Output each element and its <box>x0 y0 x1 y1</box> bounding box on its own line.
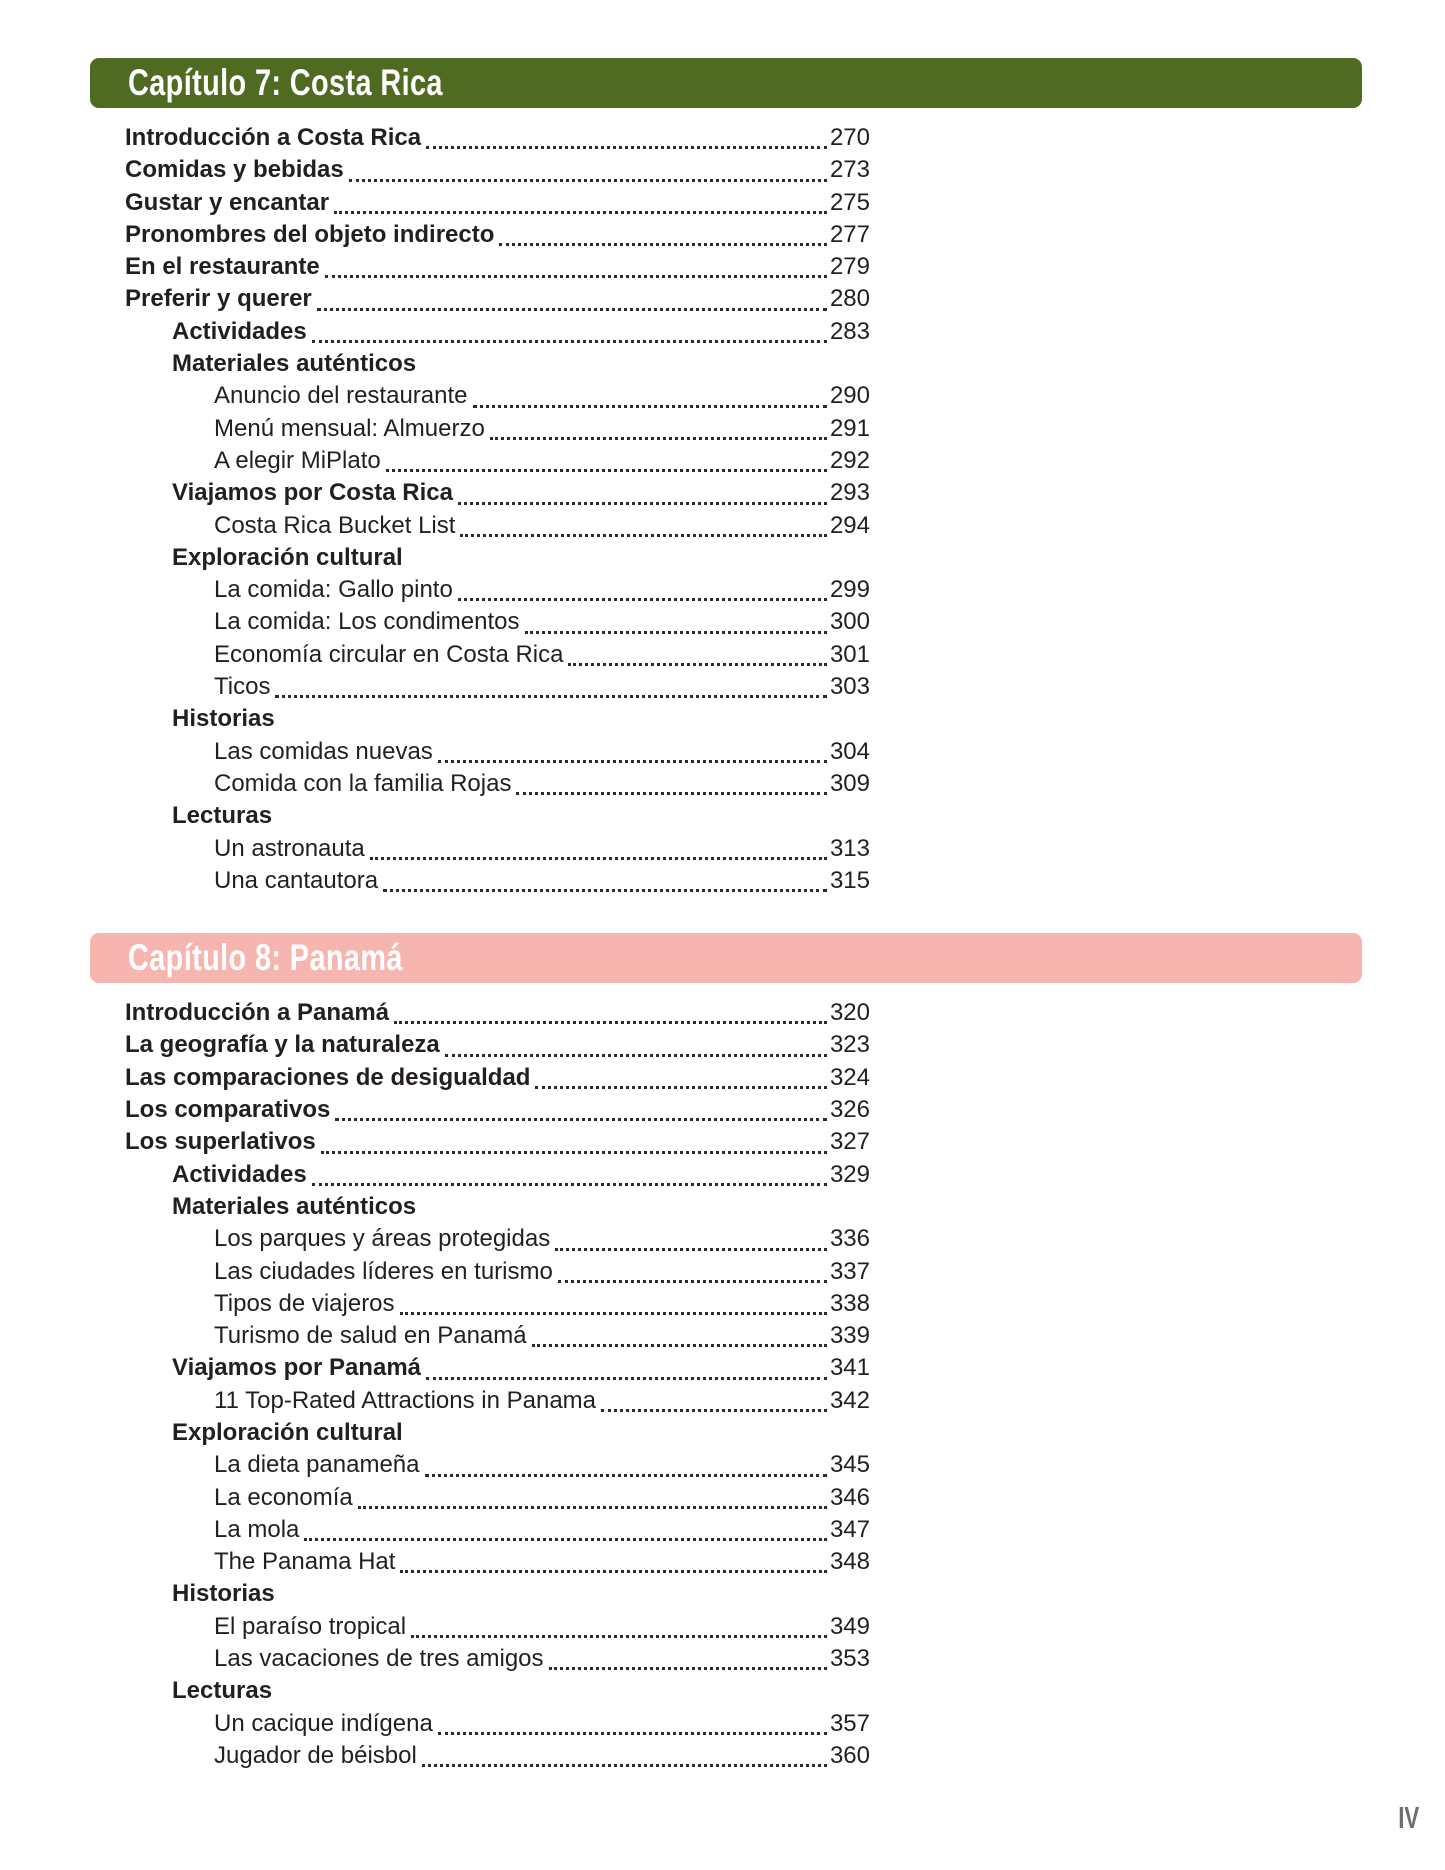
dot-leader <box>312 340 827 343</box>
toc-entry <box>125 768 870 800</box>
toc-entry <box>125 833 870 865</box>
toc-entry-label: Anuncio del restaurante <box>214 382 468 410</box>
toc-entry-label: Gustar y encantar <box>125 188 330 216</box>
dot-leader <box>425 1474 827 1477</box>
dot-leader <box>525 631 827 634</box>
toc-entry-page: 346 <box>829 1483 870 1511</box>
dot-leader <box>386 469 827 472</box>
toc-entry-page: 300 <box>829 608 870 636</box>
toc-entry-label: Los parques y áreas protegidas <box>214 1225 551 1253</box>
dot-leader <box>317 308 827 311</box>
toc-entry-list <box>125 997 870 1772</box>
dot-leader <box>358 1506 827 1509</box>
dot-leader <box>558 1280 827 1283</box>
toc-entry-label: Exploración cultural <box>172 543 403 571</box>
chapter-section <box>0 933 1445 1772</box>
toc-entry-page: 270 <box>829 124 870 151</box>
toc-entry-page: 353 <box>829 1645 870 1673</box>
toc-entry-label: Comida con la familia Rojas <box>214 769 512 797</box>
dot-leader <box>490 437 827 440</box>
toc-entry-label: Viajamos por Panamá <box>172 1354 421 1382</box>
dot-leader <box>400 1570 827 1573</box>
toc-entry-label: Historias <box>172 1580 275 1608</box>
dot-leader <box>321 1151 827 1154</box>
toc-entry-label: Las comparaciones de desigualdad <box>125 1063 531 1091</box>
toc-entry-page: 283 <box>829 317 870 345</box>
toc-entry <box>125 671 870 703</box>
toc-entry-page: 339 <box>829 1322 870 1350</box>
toc-entry-label: Comidas y bebidas <box>125 156 344 184</box>
toc-entry <box>125 1352 870 1384</box>
toc-entry-label: La dieta panameña <box>214 1451 420 1479</box>
dot-leader <box>555 1248 827 1251</box>
dot-leader <box>516 792 826 795</box>
toc-entry <box>125 1449 870 1481</box>
chapter-banner <box>90 58 1362 108</box>
toc-entry-page: 275 <box>829 188 870 216</box>
toc-entry <box>125 445 870 477</box>
toc-entry <box>125 1126 870 1158</box>
toc-entry <box>125 380 870 412</box>
toc-entry <box>125 1643 870 1675</box>
toc-entry-page: 347 <box>829 1515 870 1543</box>
toc-entry-label: Tipos de viajeros <box>214 1289 395 1317</box>
toc-entry-label: Ticos <box>214 673 271 701</box>
toc-entry <box>125 1708 870 1740</box>
toc-entry <box>125 865 870 897</box>
toc-entry <box>125 574 870 606</box>
toc-entry-page: 309 <box>829 769 870 797</box>
dot-leader <box>383 889 827 892</box>
toc-entry <box>125 187 870 219</box>
dot-leader <box>438 1732 827 1735</box>
dot-leader <box>445 1054 827 1057</box>
toc-entry-page: 280 <box>829 285 870 313</box>
toc-entry <box>125 283 870 315</box>
toc-entry-label: Las ciudades líderes en turismo <box>214 1257 553 1285</box>
toc-entry-label: Los comparativos <box>125 1096 331 1124</box>
toc-entry-label: Una cantautora <box>214 866 379 894</box>
toc-entry-label: Lecturas <box>172 802 273 830</box>
toc-entry <box>125 1417 870 1449</box>
toc-entry-label: Pronombres del objeto indirecto <box>125 220 495 248</box>
toc-entry <box>125 1578 870 1610</box>
toc-entry-page: 299 <box>829 576 870 604</box>
toc-entry <box>125 1514 870 1546</box>
toc-entry-label: Los superlativos <box>125 1128 316 1156</box>
toc-entry-label: La comida: Gallo pinto <box>214 576 453 604</box>
toc-entry-label: 11 Top-Rated Attractions in Panama <box>214 1386 597 1414</box>
toc-entry-label: La geografía y la naturaleza <box>125 1031 440 1059</box>
dot-leader <box>499 243 827 246</box>
dot-leader <box>535 1086 826 1089</box>
toc-entry <box>125 736 870 768</box>
toc-entry-label: Materiales auténticos <box>172 1192 417 1220</box>
toc-entry-label: A elegir MiPlato <box>214 446 381 474</box>
toc-entry-label: Jugador de béisbol <box>214 1741 417 1769</box>
toc-entry <box>125 1611 870 1643</box>
toc-entry-page: 338 <box>829 1289 870 1317</box>
dot-leader <box>370 857 827 860</box>
toc-entry-label: Lecturas <box>172 1677 273 1705</box>
toc-entry-page: 348 <box>829 1548 870 1576</box>
dot-leader <box>532 1344 827 1347</box>
toc-entry <box>125 122 870 154</box>
dot-leader <box>601 1409 827 1412</box>
dot-leader <box>304 1538 827 1541</box>
toc-entry-page: 345 <box>829 1451 870 1479</box>
toc-entry-page: 304 <box>829 737 870 765</box>
dot-leader <box>312 1183 827 1186</box>
dot-leader <box>473 405 827 408</box>
toc-entry-label: Economía circular en Costa Rica <box>214 640 564 668</box>
dot-leader <box>426 146 827 149</box>
toc-entry-label: El paraíso tropical <box>214 1612 407 1640</box>
toc-entry-label: Introducción a Costa Rica <box>125 124 422 151</box>
toc-entry-label: Menú mensual: Almuerzo <box>214 414 485 442</box>
toc-entry-label: Las vacaciones de tres amigos <box>214 1645 544 1673</box>
toc-entry-page: 341 <box>829 1354 870 1382</box>
toc-entry <box>125 1320 870 1352</box>
dot-leader <box>400 1312 827 1315</box>
toc-entry-page: 349 <box>829 1612 870 1640</box>
toc-entry <box>125 477 870 509</box>
toc-entry-label: Historias <box>172 705 275 733</box>
toc-entry-page: 277 <box>829 220 870 248</box>
toc-entry-page: 313 <box>829 834 870 862</box>
toc-entry-label: Introducción a Panamá <box>125 999 390 1027</box>
toc-entry-page: 315 <box>829 866 870 894</box>
dot-leader <box>458 598 827 601</box>
toc-entry-page: 293 <box>829 479 870 507</box>
toc-entry <box>125 1256 870 1288</box>
dot-leader <box>334 211 827 214</box>
toc-entry-page: 273 <box>829 156 870 184</box>
dot-leader <box>275 695 827 698</box>
toc-entry <box>125 413 870 445</box>
dot-leader <box>349 179 827 182</box>
toc-entry <box>125 251 870 283</box>
toc-entry <box>125 154 870 186</box>
toc-entry <box>125 639 870 671</box>
toc-entry-page: 279 <box>829 253 870 281</box>
toc-entry <box>125 1675 870 1707</box>
toc-entry-page: 324 <box>829 1063 870 1091</box>
dot-leader <box>411 1635 827 1638</box>
toc-entry-label: Materiales auténticos <box>172 350 417 378</box>
toc-entry-page: 292 <box>829 446 870 474</box>
toc-entry <box>125 1385 870 1417</box>
dot-leader <box>458 502 827 505</box>
toc-entry-label: Las comidas nuevas <box>214 737 433 765</box>
toc-entry-label: Un cacique indígena <box>214 1709 433 1737</box>
toc-entry <box>125 316 870 348</box>
toc-entry <box>125 1159 870 1191</box>
toc-entry-label: Turismo de salud en Panamá <box>214 1322 527 1350</box>
toc-entry-page: 303 <box>829 673 870 701</box>
toc-entry <box>125 1288 870 1320</box>
toc-entry-page: 327 <box>829 1128 870 1156</box>
dot-leader <box>568 663 826 666</box>
toc-entry-label: Exploración cultural <box>172 1418 403 1446</box>
toc-entry <box>125 348 870 380</box>
toc-entry <box>125 1062 870 1094</box>
chapter-banner <box>90 933 1362 983</box>
toc-entry-page: 323 <box>829 1031 870 1059</box>
toc-entry <box>125 542 870 574</box>
dot-leader <box>460 534 827 537</box>
toc-entry-page: 336 <box>829 1225 870 1253</box>
dot-leader <box>426 1377 827 1380</box>
toc-entry <box>125 219 870 251</box>
toc-entry-page: 360 <box>829 1741 870 1769</box>
toc-entry <box>125 1223 870 1255</box>
toc-entry <box>125 1094 870 1126</box>
toc-entry-label: La mola <box>214 1515 300 1543</box>
toc-entry-page: 329 <box>829 1160 870 1188</box>
toc-entry-page: 342 <box>829 1386 870 1414</box>
toc-entry-label: Preferir y querer <box>125 285 312 313</box>
dot-leader <box>335 1118 827 1121</box>
dot-leader <box>438 760 827 763</box>
dot-leader <box>394 1021 827 1024</box>
toc-entry <box>125 606 870 638</box>
toc-entry-label: Viajamos por Costa Rica <box>172 479 453 507</box>
toc-entry <box>125 997 870 1029</box>
toc-entry <box>125 1482 870 1514</box>
toc-entry-page: 301 <box>829 640 870 668</box>
chapter-title: Capítulo 8: Panamá <box>128 937 403 979</box>
toc-entry-label: Actividades <box>172 317 307 345</box>
dot-leader <box>549 1667 827 1670</box>
toc-entry <box>125 1740 870 1772</box>
toc-entry-page: 357 <box>829 1709 870 1737</box>
toc-entry-page: 320 <box>829 999 870 1027</box>
toc-entry-page: 294 <box>829 511 870 539</box>
toc-entry-page: 290 <box>829 382 870 410</box>
toc-entry <box>125 800 870 832</box>
toc-entry-list <box>125 122 870 897</box>
chapters-container <box>0 58 1445 1772</box>
toc-entry <box>125 1029 870 1061</box>
toc-entry-label: Un astronauta <box>214 834 365 862</box>
toc-entry-label: Costa Rica Bucket List <box>214 511 456 539</box>
toc-entry-label: The Panama Hat <box>214 1548 396 1576</box>
toc-entry-page: 291 <box>829 414 870 442</box>
toc-entry <box>125 1546 870 1578</box>
dot-leader <box>325 275 827 278</box>
toc-entry-page: 337 <box>829 1257 870 1285</box>
toc-entry <box>125 1191 870 1223</box>
toc-entry-label: La comida: Los condimentos <box>214 608 520 636</box>
toc-entry-label: Actividades <box>172 1160 307 1188</box>
dot-leader <box>422 1764 827 1767</box>
toc-entry <box>125 510 870 542</box>
chapter-title: Capítulo 7: Costa Rica <box>128 62 443 103</box>
toc-entry-page: 326 <box>829 1096 870 1124</box>
toc-entry-label: En el restaurante <box>125 253 320 281</box>
toc-entry <box>125 703 870 735</box>
toc-entry-label: La economía <box>214 1483 353 1511</box>
chapter-section <box>0 58 1445 897</box>
footer-page-number: IV <box>1397 1800 1419 1835</box>
